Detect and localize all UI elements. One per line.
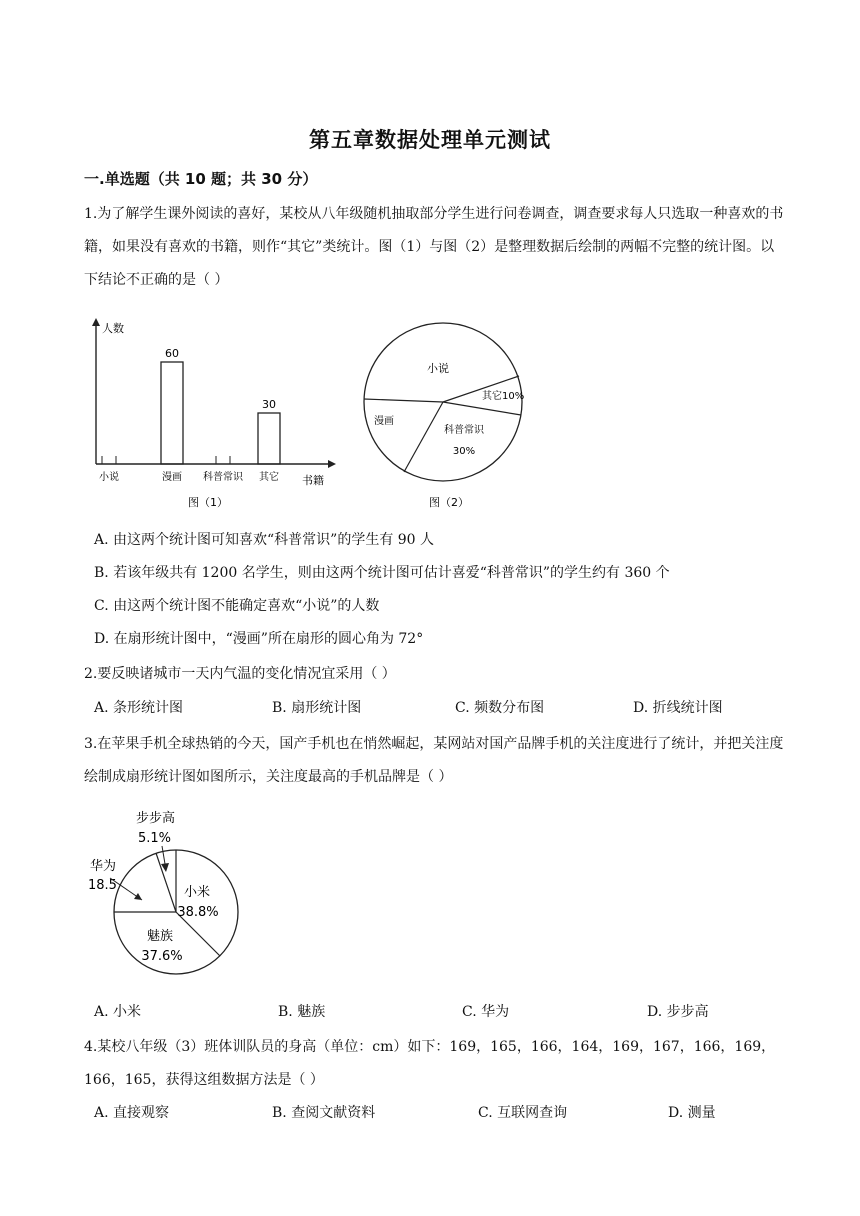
bar-data-label: 60 xyxy=(165,347,179,360)
slice-divider xyxy=(443,402,521,415)
pie-chart-figure-2 xyxy=(356,312,546,512)
slice-value-kepu: 30% xyxy=(452,446,476,457)
slice-value-meizu: 37.6% xyxy=(141,949,183,964)
slice-value-xiaomi: 38.8% xyxy=(177,905,219,920)
q2-option-c: C. 频数分布图 xyxy=(455,700,545,716)
bar-chart-figure-1 xyxy=(84,312,344,512)
page-title: 第五章数据处理单元测试 xyxy=(309,128,551,152)
section-heading: 一.单选题（共 10 题；共 30 分） xyxy=(84,170,318,188)
q3-option-d: D. 步步高 xyxy=(647,1004,709,1020)
q2-option-b: B. 扇形统计图 xyxy=(272,700,362,716)
q1-option-b: B. 若该年级共有 1200 名学生，则由这两个统计图可估计喜爱“科普常识”的学生约有 360 个 xyxy=(94,565,670,581)
slice-divider xyxy=(364,399,443,402)
x-axis-label: 书籍 xyxy=(302,474,324,487)
q4-option-c: C. 互联网查询 xyxy=(478,1105,568,1121)
q1-option-a: A. 由这两个统计图可知喜欢“科普常识”的学生有 90 人 xyxy=(94,532,435,548)
callout-arrowhead-huawei xyxy=(134,893,142,900)
slice-divider xyxy=(404,402,443,472)
slice-label-xiaomi: 小米 xyxy=(183,885,211,900)
slice-label-meizu: 魅族 xyxy=(146,929,174,944)
q1-option-d: D. 在扇形统计图中，“漫画”所在扇形的圆心角为 72° xyxy=(94,631,424,647)
bar-data-label: 30 xyxy=(262,398,276,411)
slice-divider xyxy=(156,853,176,912)
question-4-stem: 4.某校八年级（3）班体训队员的身高（单位：cm）如下：169，165，166，164，169，167，166，169，166，165，获得这组数据方法是（ ） xyxy=(84,1039,776,1088)
slice-label-qita: 其它10% xyxy=(482,391,525,402)
x-tick-label: 其它 xyxy=(259,472,279,483)
q4-option-d: D. 测量 xyxy=(668,1105,716,1121)
q2-option-a: A. 条形统计图 xyxy=(94,700,184,716)
slice-label-manhua: 漫画 xyxy=(374,416,394,427)
q3-option-b: B. 魅族 xyxy=(278,1004,326,1020)
x-tick-label: 小说 xyxy=(99,472,119,483)
slice-label-xiaoshuo: 小说 xyxy=(427,362,449,375)
figure-2-caption: 图（2） xyxy=(429,496,469,509)
callout-value-huawei: 18.5 xyxy=(88,878,117,893)
question-2-stem: 2.要反映诸城市一天内气温的变化情况宜采用（ ） xyxy=(84,666,396,682)
bar-2 xyxy=(161,362,183,464)
figure-1-caption: 图（1） xyxy=(188,496,228,509)
x-tick-label: 漫画 xyxy=(162,472,182,483)
question-1-stem: 1.为了解学生课外阅读的喜好，某校从八年级随机抽取部分学生进行问卷调查，调查要求每人只选取一种喜欢的书籍，如果没有喜欢的书籍，则作“其它”类统计。图（1）与图（2）是整理数据后绘制的两幅不完整的统计图。以下结论不正确的是（ ） xyxy=(84,206,784,288)
pie-chart-phone-brands xyxy=(80,800,280,980)
slice-label-kepu: 科普常识 xyxy=(444,425,484,436)
x-axis-arrow xyxy=(328,460,336,468)
question-3-stem: 3.在苹果手机全球热销的今天，国产手机也在悄然崛起，某网站对国产品牌手机的关注度进行了统计，并把关注度绘制成扇形统计图如图所示，关注度最高的手机品牌是（ ） xyxy=(84,736,784,785)
q3-option-a: A. 小米 xyxy=(94,1004,142,1020)
y-axis-label: 人数 xyxy=(102,322,124,335)
x-tick-label: 科普常识 xyxy=(203,472,243,483)
q1-option-c: C. 由这两个统计图不能确定喜欢“小说”的人数 xyxy=(94,598,380,614)
y-axis-arrow xyxy=(92,318,100,326)
q4-option-b: B. 查阅文献资料 xyxy=(272,1105,376,1121)
q4-option-a: A. 直接观察 xyxy=(94,1105,170,1121)
q2-option-d: D. 折线统计图 xyxy=(633,700,723,716)
callout-label-bubugao: 步步高 xyxy=(136,811,176,826)
q3-option-c: C. 华为 xyxy=(462,1004,510,1020)
bar-4 xyxy=(258,413,280,464)
callout-value-bubugao: 5.1% xyxy=(138,831,172,846)
callout-label-huawei: 华为 xyxy=(90,859,117,874)
